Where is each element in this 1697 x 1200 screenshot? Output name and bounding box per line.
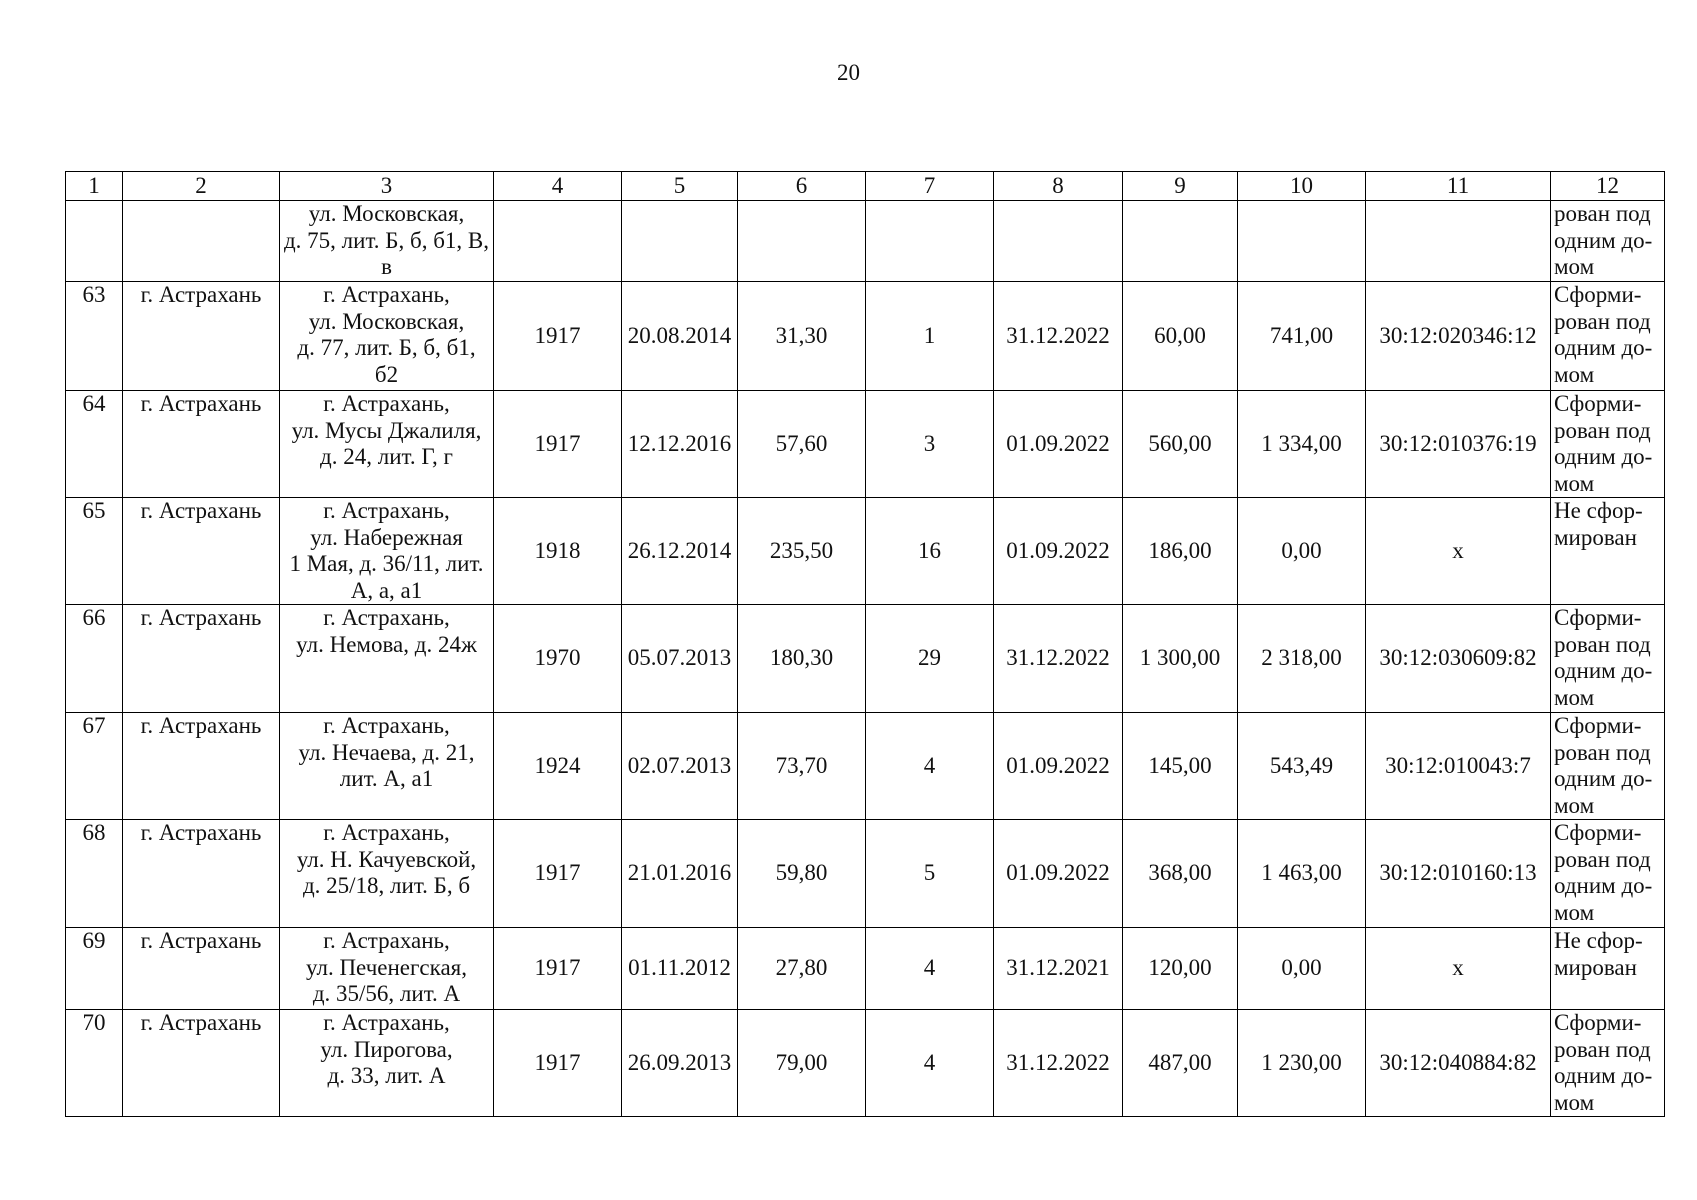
- address-cell: г. Астрахань, ул. Нечаева, д. 21, лит. А, а1: [280, 713, 494, 820]
- row-number-cell: 66: [66, 605, 123, 713]
- locality-cell: [123, 201, 280, 282]
- cadastral-number-cell: 30:12:010160:13: [1366, 820, 1551, 928]
- cell-col-10: 0,00: [1238, 498, 1366, 605]
- status-cell: Сформи- рован под одним до- мом: [1551, 820, 1665, 928]
- cell-col-7: 4: [866, 1010, 994, 1117]
- cadastral-number-cell: 30:12:010043:7: [1366, 713, 1551, 820]
- address-cell: г. Астрахань, ул. Немова, д. 24ж: [280, 605, 494, 713]
- cell-col-6: 73,70: [738, 713, 866, 820]
- cell-col-10: 2 318,00: [1238, 605, 1366, 713]
- date-cell: 31.12.2022: [994, 1010, 1123, 1117]
- address-cell: г. Астрахань, ул. Набережная 1 Мая, д. 36/11, лит. А, а, а1: [280, 498, 494, 605]
- table-row: [66, 498, 1665, 605]
- date-cell: 01.09.2022: [994, 713, 1123, 820]
- address-cell: г. Астрахань, ул. Печенегская, д. 35/56, лит. А: [280, 928, 494, 1010]
- cadastral-number-cell: 30:12:040884:82: [1366, 1010, 1551, 1117]
- year-cell: [494, 201, 622, 282]
- locality-cell: г. Астрахань: [123, 928, 280, 1010]
- status-cell: Не сфор- мирован: [1551, 498, 1665, 605]
- cell-col-7: 5: [866, 820, 994, 928]
- table-row: [66, 928, 1665, 1010]
- row-number-cell: 69: [66, 928, 123, 1010]
- cell-col-7: 4: [866, 713, 994, 820]
- date-cell: 31.12.2022: [994, 605, 1123, 713]
- status-cell: Сформи- рован под одним до- мом: [1551, 391, 1665, 498]
- cell-col-7: 3: [866, 391, 994, 498]
- column-header-4: 4: [494, 172, 622, 201]
- row-number-cell: 65: [66, 498, 123, 605]
- cell-col-9: 1 300,00: [1123, 605, 1238, 713]
- address-cell: г. Астрахань, ул. Пирогова, д. 33, лит. А: [280, 1010, 494, 1117]
- date-cell: 05.07.2013: [622, 605, 738, 713]
- header-row: [66, 172, 1665, 201]
- row-number-cell: 64: [66, 391, 123, 498]
- cadastral-number-cell: х: [1366, 498, 1551, 605]
- date-cell: 31.12.2022: [994, 282, 1123, 391]
- cell-col-9: 145,00: [1123, 713, 1238, 820]
- table-row: [66, 282, 1665, 391]
- cell-col-9: 120,00: [1123, 928, 1238, 1010]
- table-row: [66, 1010, 1665, 1117]
- cell-col-7: 1: [866, 282, 994, 391]
- date-cell: [622, 201, 738, 282]
- status-cell: Не сфор- мирован: [1551, 928, 1665, 1010]
- year-cell: 1917: [494, 820, 622, 928]
- column-header-9: 9: [1123, 172, 1238, 201]
- column-header-3: 3: [280, 172, 494, 201]
- cell-col-9: 487,00: [1123, 1010, 1238, 1117]
- date-cell: 01.09.2022: [994, 820, 1123, 928]
- cell-col-6: 27,80: [738, 928, 866, 1010]
- cadastral-number-cell: 30:12:010376:19: [1366, 391, 1551, 498]
- status-cell: Сформи- рован под одним до- мом: [1551, 282, 1665, 391]
- locality-cell: г. Астрахань: [123, 820, 280, 928]
- data-table: [65, 171, 1665, 1117]
- column-header-2: 2: [123, 172, 280, 201]
- cell-col-9: 186,00: [1123, 498, 1238, 605]
- table-row: [66, 391, 1665, 498]
- locality-cell: г. Астрахань: [123, 1010, 280, 1117]
- table-row: [66, 605, 1665, 713]
- cell-col-9: 368,00: [1123, 820, 1238, 928]
- cell-col-10: 1 334,00: [1238, 391, 1366, 498]
- year-cell: 1924: [494, 713, 622, 820]
- year-cell: 1970: [494, 605, 622, 713]
- cell-col-6: 57,60: [738, 391, 866, 498]
- locality-cell: г. Астрахань: [123, 713, 280, 820]
- cell-col-6: 31,30: [738, 282, 866, 391]
- row-number-cell: [66, 201, 123, 282]
- column-header-11: 11: [1366, 172, 1551, 201]
- date-cell: 01.09.2022: [994, 391, 1123, 498]
- cell-col-10: 1 230,00: [1238, 1010, 1366, 1117]
- cadastral-number-cell: 30:12:020346:12: [1366, 282, 1551, 391]
- cell-col-10: 1 463,00: [1238, 820, 1366, 928]
- date-cell: 20.08.2014: [622, 282, 738, 391]
- row-number-cell: 63: [66, 282, 123, 391]
- column-header-7: 7: [866, 172, 994, 201]
- cell-col-7: 29: [866, 605, 994, 713]
- cell-col-6: [738, 201, 866, 282]
- cell-col-10: 543,49: [1238, 713, 1366, 820]
- date-cell: 02.07.2013: [622, 713, 738, 820]
- column-header-5: 5: [622, 172, 738, 201]
- date-cell: 01.09.2022: [994, 498, 1123, 605]
- locality-cell: г. Астрахань: [123, 391, 280, 498]
- column-header-8: 8: [994, 172, 1123, 201]
- address-cell: г. Астрахань, ул. Н. Качуевской, д. 25/18, лит. Б, б: [280, 820, 494, 928]
- status-cell: рован под одним до- мом: [1551, 201, 1665, 282]
- cell-col-9: 60,00: [1123, 282, 1238, 391]
- cell-col-7: 4: [866, 928, 994, 1010]
- locality-cell: г. Астрахань: [123, 605, 280, 713]
- table-row: [66, 820, 1665, 928]
- address-cell: г. Астрахань, ул. Московская, д. 77, лит. Б, б, б1, б2: [280, 282, 494, 391]
- date-cell: 21.01.2016: [622, 820, 738, 928]
- date-cell: 12.12.2016: [622, 391, 738, 498]
- table-row: [66, 713, 1665, 820]
- cadastral-number-cell: 30:12:030609:82: [1366, 605, 1551, 713]
- address-cell: ул. Московская, д. 75, лит. Б, б, б1, В, в: [280, 201, 494, 282]
- page-number: 20: [837, 60, 860, 85]
- cadastral-number-cell: х: [1366, 928, 1551, 1010]
- cell-col-6: 180,30: [738, 605, 866, 713]
- cell-col-7: [866, 201, 994, 282]
- address-cell: г. Астрахань, ул. Мусы Джалиля, д. 24, лит. Г, г: [280, 391, 494, 498]
- cell-col-10: 0,00: [1238, 928, 1366, 1010]
- cell-col-10: 741,00: [1238, 282, 1366, 391]
- cell-col-9: [1123, 201, 1238, 282]
- status-cell: Сформи- рован под одним до- мом: [1551, 1010, 1665, 1117]
- column-header-12: 12: [1551, 172, 1665, 201]
- cadastral-number-cell: [1366, 201, 1551, 282]
- date-cell: [994, 201, 1123, 282]
- date-cell: 31.12.2021: [994, 928, 1123, 1010]
- cell-col-6: 59,80: [738, 820, 866, 928]
- cell-col-7: 16: [866, 498, 994, 605]
- year-cell: 1917: [494, 391, 622, 498]
- locality-cell: г. Астрахань: [123, 498, 280, 605]
- year-cell: 1917: [494, 282, 622, 391]
- year-cell: 1917: [494, 928, 622, 1010]
- locality-cell: г. Астрахань: [123, 282, 280, 391]
- cell-col-10: [1238, 201, 1366, 282]
- date-cell: 26.09.2013: [622, 1010, 738, 1117]
- row-number-cell: 68: [66, 820, 123, 928]
- year-cell: 1917: [494, 1010, 622, 1117]
- cell-col-9: 560,00: [1123, 391, 1238, 498]
- date-cell: 26.12.2014: [622, 498, 738, 605]
- row-number-cell: 67: [66, 713, 123, 820]
- column-header-1: 1: [66, 172, 123, 201]
- table-row: [66, 201, 1665, 282]
- column-header-10: 10: [1238, 172, 1366, 201]
- status-cell: Сформи- рован под одним до- мом: [1551, 605, 1665, 713]
- cell-col-6: 235,50: [738, 498, 866, 605]
- status-cell: Сформи- рован под одним до- мом: [1551, 713, 1665, 820]
- row-number-cell: 70: [66, 1010, 123, 1117]
- year-cell: 1918: [494, 498, 622, 605]
- cell-col-6: 79,00: [738, 1010, 866, 1117]
- column-header-6: 6: [738, 172, 866, 201]
- date-cell: 01.11.2012: [622, 928, 738, 1010]
